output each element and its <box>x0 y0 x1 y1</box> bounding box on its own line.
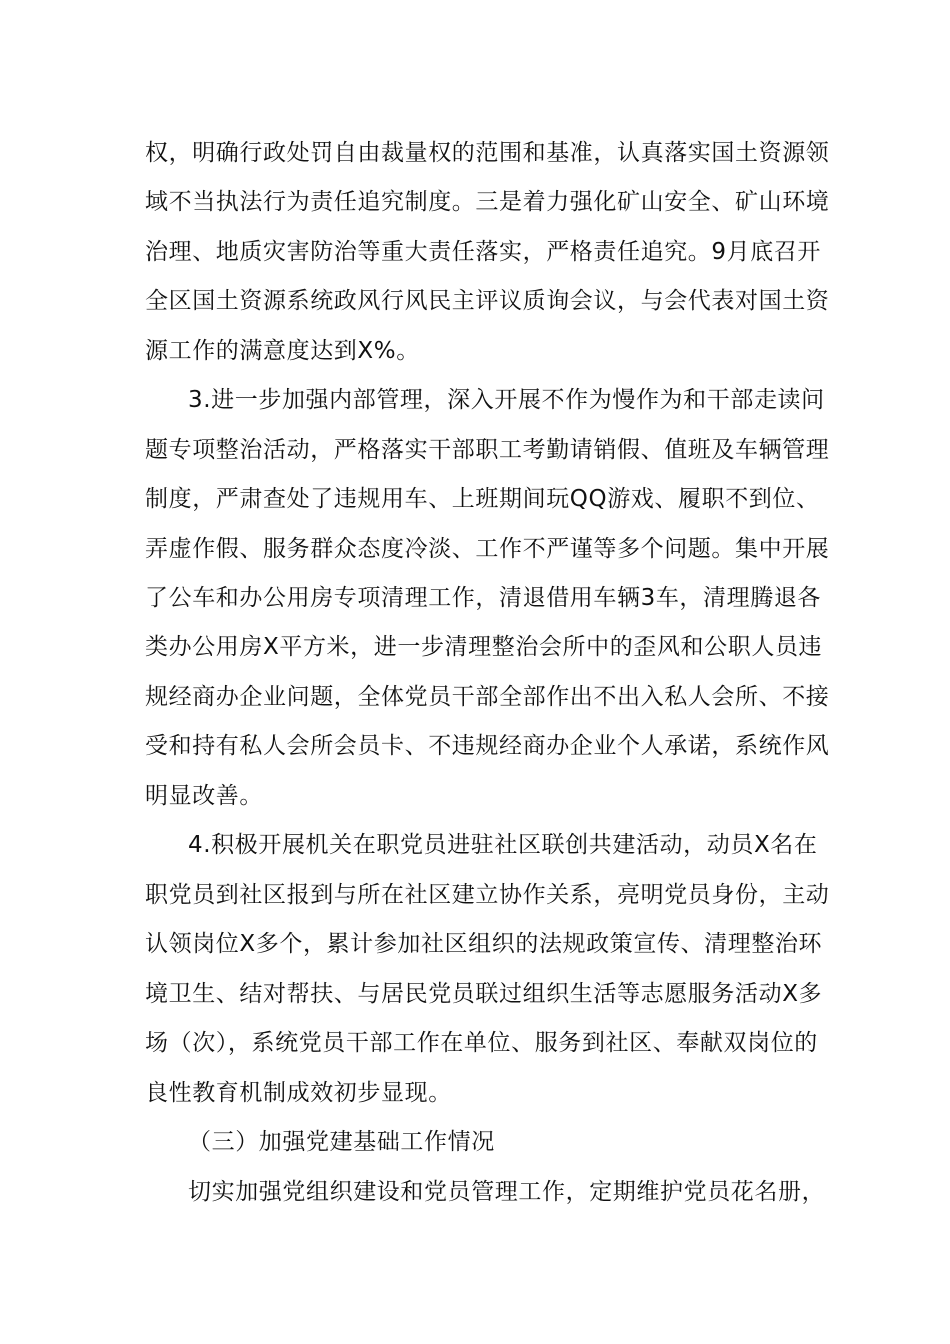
text-line: 权，明确行政处罚自由裁量权的范围和基准，认真落实国土资源领 <box>145 140 830 166</box>
paragraph-first-line: 切实加强党组织建设和党员管理工作，定期维护党员花名册， <box>188 1179 826 1205</box>
text-line: 认领岗位X多个，累计参加社区组织的法规政策宣传、清理整治环 <box>145 931 823 957</box>
text-line: 场（次），系统党员干部工作在单位、服务到社区、奉献双岗位的 <box>145 1030 818 1056</box>
text-line: 域不当执法行为责任追究制度。三是着力强化矿山安全、矿山环境 <box>145 189 830 215</box>
text-line: 良性教育机制成效初步显现。 <box>145 1080 452 1106</box>
text-line: 全区国土资源系统政风行风民主评议质询会议，与会代表对国土资 <box>145 288 830 314</box>
text-line: 治理、地质灾害防治等重大责任落实，严格责任追究。9月底召开 <box>145 239 822 265</box>
text-line: 明显改善。 <box>145 783 263 809</box>
text-line: 制度，严肃查处了违规用车、上班期间玩QQ游戏、履职不到位、 <box>145 486 820 512</box>
text-line: 受和持有私人会所会员卡、不违规经商办企业个人承诺，系统作风 <box>145 733 830 759</box>
text-line: 类办公用房X平方米，进一步清理整治会所中的歪风和公职人员违 <box>145 634 823 660</box>
text-line: 境卫生、结对帮扶、与居民党员联过组织生活等志愿服务活动X多 <box>145 981 823 1007</box>
text-line: 职党员到社区报到与所在社区建立协作关系，亮明党员身份，主动 <box>145 882 830 908</box>
text-line: 弄虚作假、服务群众态度冷淡、工作不严谨等多个问题。集中开展 <box>145 536 830 562</box>
paragraph-first-line: 3.进一步加强内部管理，深入开展不作为慢作为和干部走读问 <box>188 387 825 413</box>
paragraph-first-line: 4.积极开展机关在职党员进驻社区联创共建活动，动员X名在 <box>188 832 818 858</box>
text-line: 了公车和办公用房专项清理工作，清退借用车辆3车，清理腾退各 <box>145 585 822 611</box>
text-line: 源工作的满意度达到X%。 <box>145 338 420 364</box>
text-line: 题专项整治活动，严格落实干部职工考勤请销假、值班及车辆管理 <box>145 437 830 463</box>
section-heading: （三）加强党建基础工作情况 <box>188 1129 495 1155</box>
text-line: 规经商办企业问题，全体党员干部全部作出不出入私人会所、不接 <box>145 684 830 710</box>
